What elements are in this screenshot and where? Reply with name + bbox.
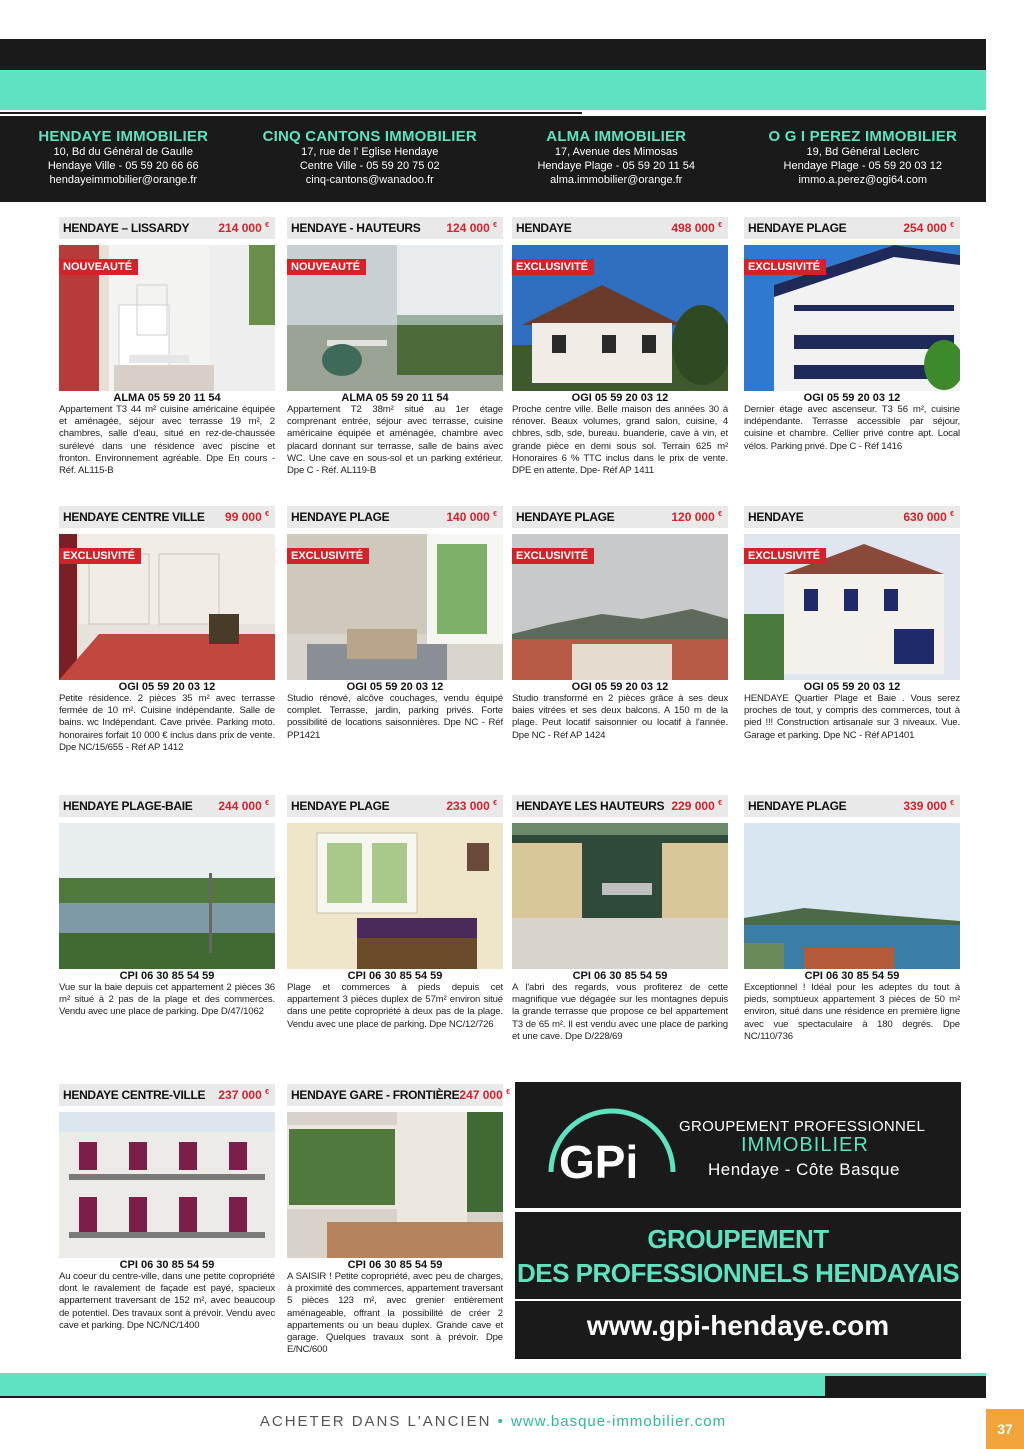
listing-description: Studio transformé en 2 pièces grâce à ses deux baies vitrées et ses deux balcons. A 150 m de la plage. Peut locatif saisonnier ou locatif à l'année. Dpe NC - Réf AP 1424 bbox=[512, 693, 728, 741]
agency-hendaye-immobilier bbox=[0, 116, 247, 202]
listing-description: Proche centre ville. Belle maison des années 30 à rénover. Beaux volumes, grand salon, cuisine, 4 chbres, sdb, sde, bureau. buanderie, cave à vin, et grande pièce en demi sous sol. Terrain 625 m² Honoraires 6 % TTC inclus dans le prix de vente. DPE en attente. Dpe- Réf AP 1411 bbox=[512, 404, 728, 477]
listing-location: HENDAYE - HAUTEURS bbox=[291, 221, 421, 235]
footer-url-link[interactable]: www.basque-immobilier.com bbox=[511, 1413, 727, 1430]
listing-price: 120 000 € bbox=[671, 510, 722, 524]
listing-description: Petite résidence. 2 pièces 35 m² avec terrasse fermée de 10 m². Cuisine indépendante. Salle de bains. wc Indépendant. Cave privée. Parking moto. honoraires forfait 10 000 € inclus dans prix de vente. Dpe NC/15/655 - Réf AP 1412 bbox=[59, 693, 275, 753]
footer-bullet: • bbox=[497, 1413, 505, 1430]
listing-location: HENDAYE bbox=[748, 510, 804, 524]
listing-price: 254 000 € bbox=[903, 221, 954, 235]
listing-description: Plage et commerces à pieds depuis cet appartement 3 pièces duplex de 57m² environ situé dans une petite copropriété à deux pas de la plage. Vendu avec une place de parking. Dpe NC/12/726 bbox=[287, 982, 503, 1030]
listing-location: HENDAYE – LISSARDY bbox=[63, 221, 190, 235]
listing-location: HENDAYE PLAGE bbox=[291, 799, 390, 813]
agency-phone: Centre Ville - 05 59 20 75 02 bbox=[299, 160, 440, 172]
listing-price: 233 000 € bbox=[446, 799, 497, 813]
listing-description: HENDAYE Quartier Plage et Baie . Vous serez proches de tout, y compris des commerces, tout à pied !!! Construction artisanale sur 3 niveaux. Vue. Garage et parking. Dpe NC - Réf AP1401 bbox=[744, 693, 960, 741]
agency-name: CINQ CANTONS IMMOBILIER bbox=[262, 128, 477, 145]
listing-description: Dernier étage avec ascenseur. T3 56 m², cuisine indépendante. Terrasse accessible par séjour, cuisine et chambre. Cellier privé contre apt. Local vélos. Parking privé. Dpe C - Réf 1416 bbox=[744, 404, 960, 452]
agency-address: 10, Bd du Général de Gaulle bbox=[53, 146, 193, 158]
listing-photo bbox=[287, 823, 503, 969]
agency-ogi-perez bbox=[740, 116, 987, 202]
agency-phone: Hendaye Ville - 05 59 20 66 66 bbox=[47, 160, 199, 172]
listing-contact: OGI 05 59 20 03 12 bbox=[571, 681, 669, 693]
listing-description: Au coeur du centre-ville, dans une petite copropriété dont le ravalement de façade est payé, spacieux appartement traversant de 152 m², avec beaucoup de potentiel. Des travaux sont à prévoir. Vendu avec cave et parking. Dpe NC/NC/1400 bbox=[59, 1271, 275, 1331]
listing-price: 229 000 € bbox=[671, 799, 722, 813]
ad-divider bbox=[515, 1208, 961, 1212]
listing-photo bbox=[512, 823, 728, 969]
listing-tag: NOUVEAUTÉ bbox=[59, 259, 138, 275]
listing-header bbox=[744, 506, 960, 528]
listing-contact: CPI 06 30 85 54 59 bbox=[119, 1259, 215, 1271]
footer-text: ACHETER DANS L'ANCIEN bbox=[259, 1413, 492, 1430]
agency-alma bbox=[493, 116, 740, 202]
listing-price: 244 000 € bbox=[218, 799, 269, 813]
agency-cinq-cantons bbox=[247, 116, 494, 202]
listing-location: HENDAYE bbox=[516, 221, 572, 235]
listing-contact: OGI 05 59 20 03 12 bbox=[803, 681, 901, 693]
ad-headline-2: DES PROFESSIONNELS HENDAYAIS bbox=[516, 1258, 960, 1288]
agency-name: O G I PEREZ IMMOBILIER bbox=[768, 128, 958, 145]
listing-contact: CPI 06 30 85 54 59 bbox=[119, 970, 215, 982]
listing-price: 214 000 € bbox=[218, 221, 269, 235]
agency-email: hendayeimmobilier@orange.fr bbox=[49, 174, 198, 186]
listing-contact: ALMA 05 59 20 11 54 bbox=[113, 392, 221, 404]
agency-name: HENDAYE IMMOBILIER bbox=[38, 128, 209, 145]
listing-header bbox=[512, 795, 728, 817]
ad-headline-1: GROUPEMENT bbox=[647, 1224, 829, 1254]
listing-price: 140 000 € bbox=[446, 510, 497, 524]
listing-location: HENDAYE LES HAUTEURS bbox=[516, 799, 665, 813]
page-number: 37 bbox=[986, 1409, 1024, 1449]
listing-price: 339 000 € bbox=[903, 799, 954, 813]
listing-tag: NOUVEAUTÉ bbox=[287, 259, 366, 275]
listing-photo bbox=[744, 823, 960, 969]
listing-photo bbox=[59, 245, 275, 391]
listing-header bbox=[287, 1084, 511, 1106]
ad-line-2: IMMOBILIER bbox=[741, 1134, 869, 1156]
agency-email: cinq-cantons@wanadoo.fr bbox=[305, 174, 434, 186]
listing-card[interactable] bbox=[744, 217, 960, 453]
agency-address: 17, rue de l' Eglise Hendaye bbox=[301, 146, 439, 158]
agency-email: immo.a.perez@ogi64.com bbox=[798, 174, 928, 186]
svg-text:GPi: GPi bbox=[559, 1136, 639, 1188]
ad-url-link[interactable]: www.gpi-hendaye.com bbox=[586, 1310, 890, 1341]
agency-address: 17, Avenue des Mimosas bbox=[554, 146, 678, 158]
listing-location: HENDAYE PLAGE bbox=[748, 221, 847, 235]
agency-name: ALMA IMMOBILIER bbox=[546, 128, 687, 145]
bottom-line bbox=[0, 1396, 986, 1398]
listing-price: 498 000 € bbox=[671, 221, 722, 235]
listing-location: HENDAYE GARE - FRONTIÈRE bbox=[291, 1088, 460, 1102]
listing-photo bbox=[59, 534, 275, 680]
listing-header bbox=[59, 1084, 275, 1106]
bottom-black-band bbox=[825, 1376, 986, 1398]
listing-card[interactable] bbox=[287, 1084, 511, 1356]
listing-card[interactable] bbox=[512, 217, 728, 477]
listing-price: 124 000 € bbox=[446, 221, 497, 235]
listing-card[interactable] bbox=[744, 506, 960, 742]
top-black-band bbox=[0, 39, 986, 70]
listing-photo bbox=[512, 534, 728, 680]
listing-contact: CPI 06 30 85 54 59 bbox=[347, 970, 443, 982]
listing-photo bbox=[512, 245, 728, 391]
listing-contact: OGI 05 59 20 03 12 bbox=[346, 681, 444, 693]
listing-photo bbox=[59, 1112, 275, 1258]
listing-location: HENDAYE CENTRE-VILLE bbox=[63, 1088, 206, 1102]
listing-header bbox=[744, 217, 960, 239]
listing-contact: OGI 05 59 20 03 12 bbox=[118, 681, 216, 693]
listing-photo bbox=[59, 823, 275, 969]
agency-address: 19, Bd Général Leclerc bbox=[806, 146, 919, 158]
listing-header bbox=[59, 795, 275, 817]
listing-description: Studio rénové, alcôve couchages, vendu équipé complet. Terrasse, jardin, parking privés. Forte possibilité de locations saisonnières. Dpe NC - Réf PP1421 bbox=[287, 693, 503, 741]
listing-card[interactable] bbox=[59, 217, 275, 477]
listing-location: HENDAYE PLAGE bbox=[291, 510, 390, 524]
listing-card[interactable] bbox=[287, 795, 503, 1031]
listing-tag: EXCLUSIVITÉ bbox=[59, 548, 141, 564]
listing-price: 99 000 € bbox=[225, 510, 269, 524]
top-teal-band bbox=[0, 70, 986, 110]
gpi-advertisement[interactable] bbox=[515, 1082, 961, 1359]
gpi-logo-icon bbox=[537, 1100, 687, 1190]
listing-card[interactable] bbox=[744, 795, 960, 1043]
listing-photo bbox=[287, 245, 503, 391]
listing-card[interactable] bbox=[287, 506, 503, 742]
agency-header bbox=[0, 116, 986, 202]
listing-contact: CPI 06 30 85 54 59 bbox=[572, 970, 668, 982]
agency-email: alma.immobilier@orange.fr bbox=[550, 174, 683, 186]
listing-contact: CPI 06 30 85 54 59 bbox=[347, 1259, 443, 1271]
listing-location: HENDAYE PLAGE bbox=[748, 799, 847, 813]
footer bbox=[0, 1413, 986, 1430]
listing-location: HENDAYE PLAGE bbox=[516, 510, 615, 524]
listing-card[interactable] bbox=[59, 506, 275, 754]
listing-header bbox=[287, 217, 503, 239]
listing-photo bbox=[287, 1112, 503, 1258]
listing-description: Appartement T2 38m² situé au 1er étage comprenant entrée, séjour avec terrasse, cuisine américaine équipée et aménagée, chambre avec placard donnant sur terrasse, salle de bains avec WC. Une cave en sous-sol et un parking extérieur. Dpe C - Réf. AL119-B bbox=[287, 404, 503, 477]
listing-card[interactable] bbox=[59, 1084, 275, 1332]
listing-header bbox=[59, 506, 275, 528]
listing-tag: EXCLUSIVITÉ bbox=[512, 548, 594, 564]
listing-price: 237 000 € bbox=[218, 1088, 269, 1102]
listing-location: HENDAYE PLAGE-BAIE bbox=[63, 799, 193, 813]
listing-tag: EXCLUSIVITÉ bbox=[512, 259, 594, 275]
listing-price: 630 000 € bbox=[903, 510, 954, 524]
listing-header bbox=[512, 217, 728, 239]
listing-header bbox=[744, 795, 960, 817]
listing-card[interactable] bbox=[512, 506, 728, 742]
ad-divider-2 bbox=[515, 1299, 961, 1301]
listing-description: Vue sur la baie depuis cet appartement 2 pièces 36 m² situé à 2 pas de la plage et des commerces. Vendu avec une place de parking. Dpe D/47/1062 bbox=[59, 982, 275, 1018]
listing-tag: EXCLUSIVITÉ bbox=[287, 548, 369, 564]
listing-location: HENDAYE CENTRE VILLE bbox=[63, 510, 205, 524]
listing-tag: EXCLUSIVITÉ bbox=[744, 259, 826, 275]
listing-description: A SAISIR ! Petite copropriété, avec peu de charges, à proximité des commerces, appartement traversant 5 pièces 123 m², avec grenier entièrement aménageable, offrant la possibilité de créer 2 appartements ou un beau duplex. Grande cave et garage. Quelques travaux sont à prévoir. Dpe E/NC/600 bbox=[287, 1271, 503, 1356]
listing-photo bbox=[744, 534, 960, 680]
listing-header bbox=[287, 506, 503, 528]
ad-line-1: GROUPEMENT PROFESSIONNEL bbox=[679, 1118, 926, 1135]
listing-header bbox=[59, 217, 275, 239]
agency-phone: Hendaye Plage - 05 59 20 03 12 bbox=[783, 160, 942, 172]
listing-header bbox=[287, 795, 503, 817]
ad-line-3: Hendaye - Côte Basque bbox=[708, 1160, 900, 1179]
listing-header bbox=[512, 506, 728, 528]
listing-price: 247 000 € bbox=[459, 1088, 511, 1102]
listing-description: Exceptionnel ! Idéal pour les adeptes du tout à pieds, somptueux appartement 3 pièces de 50 m² environ, situé dans une résidence en première ligne avec vue spectaculaire à 180 degrés. Dpe NC/110/736 bbox=[744, 982, 960, 1042]
listing-photo bbox=[744, 245, 960, 391]
top-separator-line bbox=[0, 112, 582, 114]
listing-tag: EXCLUSIVITÉ bbox=[744, 548, 826, 564]
listing-contact: OGI 05 59 20 03 12 bbox=[803, 392, 901, 404]
listing-card[interactable] bbox=[59, 795, 275, 1019]
listing-contact: CPI 06 30 85 54 59 bbox=[804, 970, 900, 982]
listing-card[interactable] bbox=[512, 795, 728, 1043]
listing-card[interactable] bbox=[287, 217, 503, 477]
listing-photo bbox=[287, 534, 503, 680]
listing-description: A l'abri des regards, vous profiterez de cette magnifique vue dégagée sur les montagnes depuis la grande terrasse que propose ce bel appartement T3 de 65 m². Il est vendu avec une place de parking et une cave. Dpe D/228/69 bbox=[512, 982, 728, 1042]
listing-contact: ALMA 05 59 20 11 54 bbox=[341, 392, 449, 404]
listing-contact: OGI 05 59 20 03 12 bbox=[571, 392, 669, 404]
listing-description: Appartement T3 44 m² cuisine américaine équipée et aménagée, séjour avec terrasse 19 m², 2 chambres, salle d'eau, situé en rez-de-chaussée surélevé dans une résidence avec piscine et fronton. Environnement agréable. Dpe En cours - Réf. AL115-B bbox=[59, 404, 275, 477]
agency-phone: Hendaye Plage - 05 59 20 11 54 bbox=[537, 160, 696, 172]
